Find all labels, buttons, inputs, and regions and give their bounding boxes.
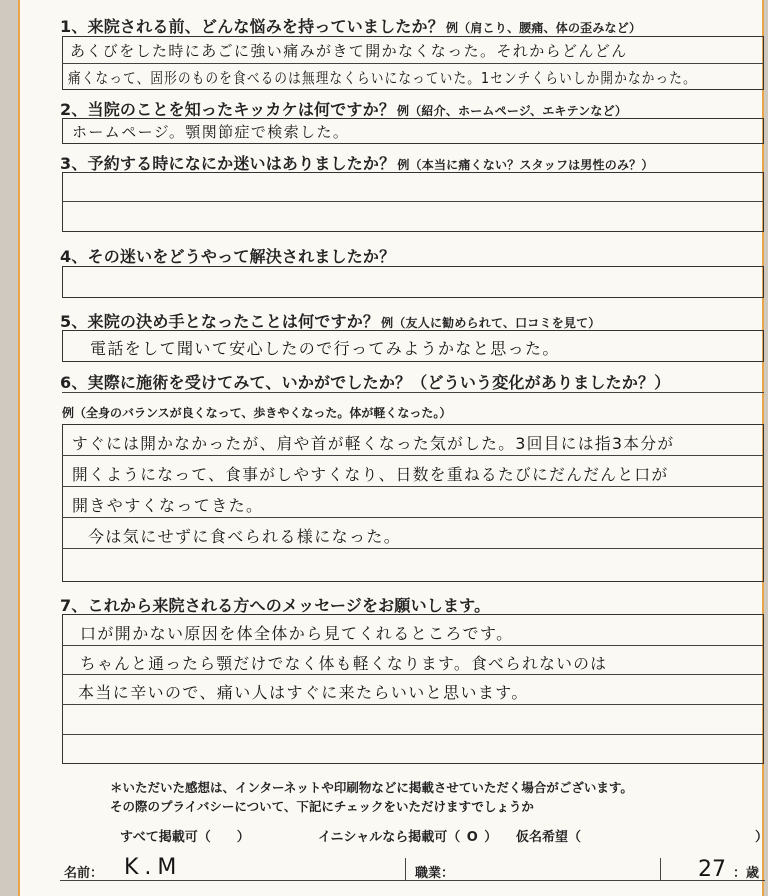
answer-7-rule-4 xyxy=(62,734,764,735)
consent-pseudonym-label: 仮名希望（ xyxy=(516,830,582,845)
answer-2-line-1: ホームページ。顎関節症で検索した。 xyxy=(72,123,350,141)
privacy-note-1: ＊いただいた感想は、インターネットや印刷物などに掲載させていただく場合がございます。 xyxy=(110,780,633,795)
consent-pseudonym-close: ） xyxy=(755,830,768,845)
question-5-example: 例（友人に勧められて、口コミを見て） xyxy=(381,316,601,330)
question-1-title: 1、来院される前、どんな悩みを持っていましたか？ xyxy=(60,17,444,36)
answer-6-line-4: 今は気にせずに食べられる様になった。 xyxy=(88,527,402,546)
answer-6-rule-3 xyxy=(62,517,764,518)
answer-3-box xyxy=(62,172,764,232)
job-label: 職業： xyxy=(415,866,455,881)
question-6-example: 例（全身のバランスが良くなって、歩きやくなった。体が軽くなった。） xyxy=(62,406,452,420)
privacy-note-2: その際のプライバシーについて、下記にチェックをいただけますでしょうか xyxy=(110,799,534,814)
question-2 xyxy=(60,97,627,120)
consent-initials[interactable] xyxy=(318,826,497,845)
question-4 xyxy=(60,244,395,267)
consent-initials-label: イニシャルなら掲載可（ xyxy=(318,830,461,845)
question-2-title: 2、当院のことを知ったキッカケは何ですか？ xyxy=(60,100,396,119)
name-label: 名前： xyxy=(64,866,104,881)
answer-3-rule xyxy=(62,201,764,202)
question-1-example: 例（肩こり、腰痛、体の歪みなど） xyxy=(445,21,642,35)
question-5-title: 5、来院の決め手となったことは何ですか？ xyxy=(60,312,380,331)
consent-initials-mark: O xyxy=(466,830,478,845)
consent-pseudonym[interactable] xyxy=(516,826,581,845)
question-7 xyxy=(60,593,490,616)
answer-7-line-2: ちゃんと通ったら顎だけでなく体も軽くなります。食べられないのは xyxy=(80,654,608,673)
age-unit: ：歳 xyxy=(733,866,760,881)
question-6 xyxy=(60,370,670,393)
consent-initials-close: ） xyxy=(484,830,498,845)
answer-7-rule-2 xyxy=(62,674,764,675)
age-value[interactable]: 27 xyxy=(698,857,726,882)
questionnaire-sheet xyxy=(18,0,768,896)
answer-6-line-1: すぐには開かなかったが、肩や首が軽くなった気がした。3回目には指3本分が xyxy=(72,434,675,453)
consent-all[interactable]: すべて掲載可（ ） xyxy=(120,830,250,845)
name-value[interactable]: K.M xyxy=(124,855,183,880)
answer-6-rule-2 xyxy=(62,486,764,487)
field-divider-2 xyxy=(660,858,661,880)
answer-1-line-2: 痛くなって、固形のものを食べるのは無理なくらいになっていた。1センチくらいしか開かなかった。 xyxy=(68,69,697,87)
question-3-title: 3、予約する時になにか迷いはありましたか？ xyxy=(60,154,396,173)
answer-7-rule-1 xyxy=(62,645,764,646)
question-6-title: 6、実際に施術を受けてみて、いかがでしたか？（どういう変化がありましたか？） xyxy=(60,373,671,392)
question-5 xyxy=(60,309,601,332)
answer-6-rule-4 xyxy=(62,548,764,549)
answer-6-line-3: 開きやすくなってきた。 xyxy=(72,496,264,515)
fields-baseline xyxy=(60,880,765,881)
answer-6-rule-1 xyxy=(62,455,764,456)
question-7-title: 7、これから来院される方へのメッセージをお願いします。 xyxy=(60,596,491,615)
question-3-example: 例（本当に痛くない？スタッフは男性のみ？） xyxy=(397,158,654,172)
field-divider-1 xyxy=(405,858,406,880)
answer-7-line-3: 本当に辛いので、痛い人はすぐに来たらいいと思います。 xyxy=(78,683,529,702)
answer-7-rule-3 xyxy=(62,704,764,705)
answer-4-box xyxy=(62,266,764,298)
answer-7-line-1: 口が開かない原因を体全体から見てくれるところです。 xyxy=(80,624,514,643)
question-1 xyxy=(60,14,641,37)
question-3 xyxy=(60,151,654,174)
answer-5-line-1: 電話をして聞いて安心したので行ってみようかなと思った。 xyxy=(90,339,560,358)
answer-1-rule xyxy=(62,63,764,64)
question-2-example: 例（紹介、ホームページ、エキテンなど） xyxy=(397,104,628,118)
question-4-title: 4、その迷いをどうやって解決されましたか？ xyxy=(60,247,396,266)
question-6-rule xyxy=(62,392,764,393)
answer-6-line-2: 開くようになって、食事がしやすくなり、日数を重ねるたびにだんだんと口が xyxy=(72,465,669,484)
answer-1-line-1: あくびをした時にあごに強い痛みがきて開かなくなった。それからどんどん xyxy=(70,42,628,60)
